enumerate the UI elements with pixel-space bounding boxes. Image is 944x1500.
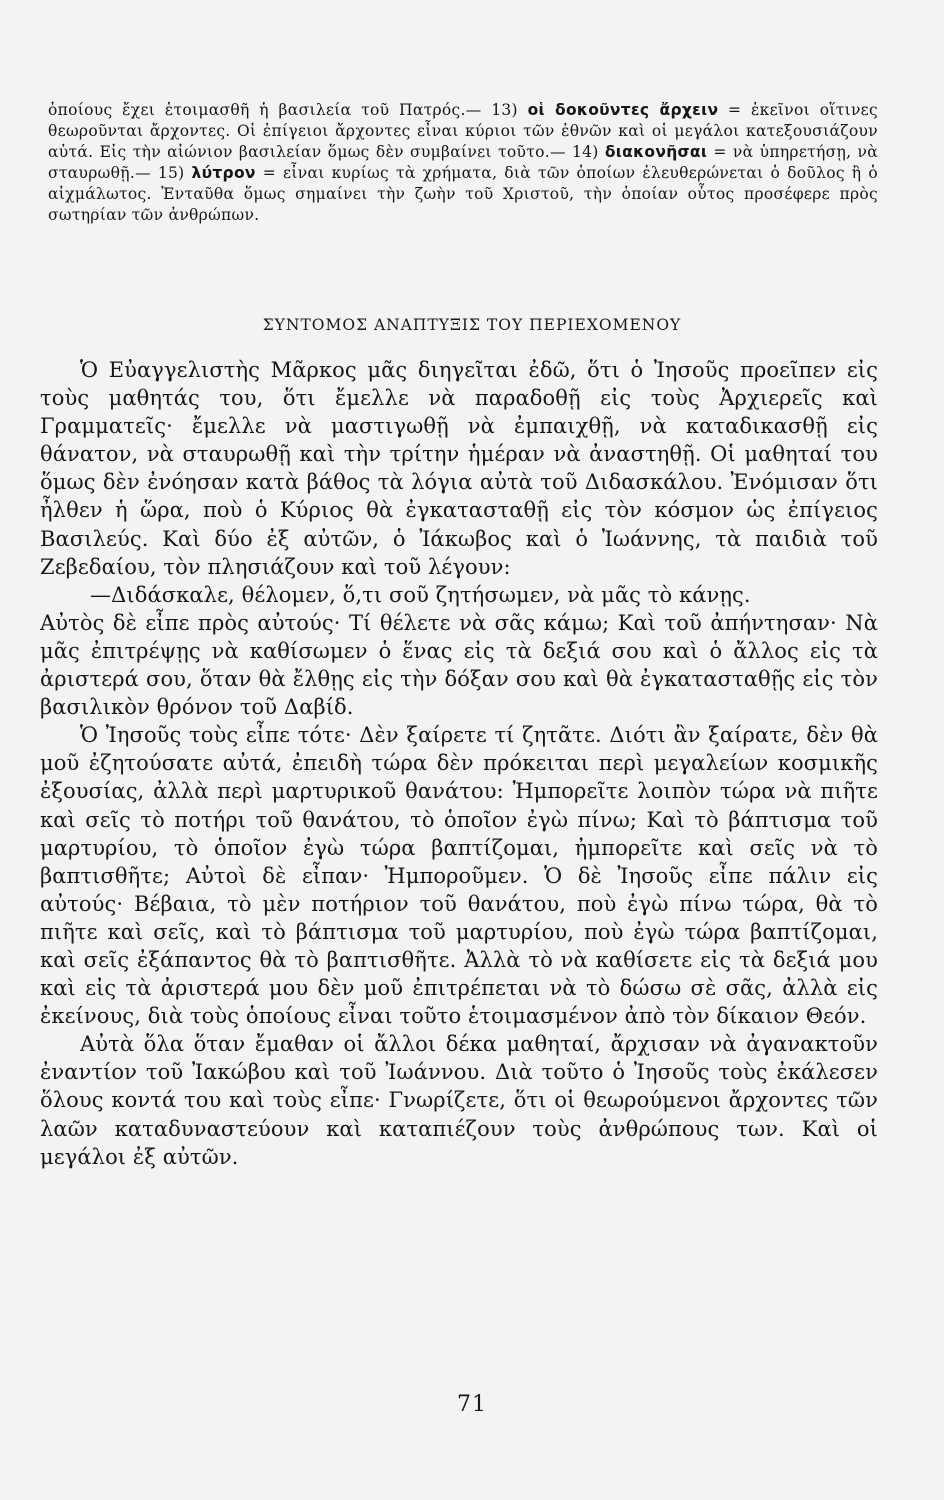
footnotes-block — [48, 100, 878, 226]
term-14: διακονῆσαι — [604, 143, 708, 161]
dialogue-line: —Διδάσκαλε, θέλομεν, ὅ,τι σοῦ ζητήσωμεν, νὰ μᾶς τὸ κάνῃς. — [90, 582, 751, 607]
notes-text: = νὰ ὑπηρετήσῃ, νὰ σταυρωθῇ.— 15) — [48, 143, 878, 182]
main-text — [40, 356, 878, 1171]
paragraph: Αὐτὰ ὅλα ὅταν ἔμαθαν οἱ ἄλλοι δέκα μαθηταί, ἄρχισαν νὰ ἀγανακτοῦν ἐναντίον τοῦ Ἰακώβου καὶ τοῦ Ἰωάννου. Διὰ τοῦτο ὁ Ἰησοῦς τοὺς ἐκάλεσεν ὅλους κοντά του καὶ τοὺς εἶπε· Γνωρίζετε, ὅτι οἱ θεωρούμενοι ἄρχοντες τῶν λαῶν καταδυναστεύουν καὶ καταπιέζουν τοὺς ἀνθρώπους των. Καὶ οἱ μεγάλοι ἐξ αὐτῶν. — [40, 1032, 878, 1169]
notes-text: = εἶναι κυρίως τὰ χρήματα, διὰ τῶν ὁποίων ἐλευθερώνεται ὁ δοῦλος ἢ ὁ αἰχμάλωτος. Ἐνταῦθα ὅμως σημαίνει τὴν ζωὴν τοῦ Χριστοῦ, τὴν ὁποίαν οὗτος προσέφερε πρὸς σωτηρίαν τῶν ἀνθρώπων. — [48, 164, 878, 224]
paragraph: Αὐτὸς δὲ εἶπε πρὸς αὐτούς· Τί θέλετε νὰ σᾶς κάμω; Καὶ τοῦ ἀπήντησαν· Νὰ μᾶς ἐπιτρέψῃς νὰ καθίσωμεν ὁ ἕνας εἰς τὰ δεξιά σου καὶ ὁ ἄλλος εἰς τὰ ἀριστερά σου, ὅταν θὰ ἔλθῃς εἰς τὴν δόξαν σου καὶ θὰ ἐγκατασταθῇς εἰς τὸν βασιλικὸν θρόνον τοῦ Δαβίδ. — [40, 610, 878, 720]
paragraph: Ὁ Εὐαγγελιστὴς Μᾶρκος μᾶς διηγεῖται ἐδῶ, ὅτι ὁ Ἰησοῦς προεῖπεν εἰς τοὺς μαθητάς του, ὅτι ἔμελλε νὰ παραδοθῇ εἰς τοὺς Ἀρχιερεῖς καὶ Γραμματεῖς· ἔμελλε νὰ μαστιγωθῇ νὰ ἐμπαιχθῇ, νὰ καταδικασθῇ εἰς θάνατον, νὰ σταυρωθῇ καὶ τὴν τρίτην ἡμέραν νὰ ἀναστηθῇ. Οἱ μαθηταί του ὅμως δὲν ἐνόησαν κατὰ βάθος τὰ λόγια αὐτὰ τοῦ Διδασκάλου. Ἐνόμισαν ὅτι ἦλθεν ἡ ὥρα, ποὺ ὁ Κύριος θὰ ἐγκατασταθῇ εἰς τὸν κόσμον ὡς ἐπίγειος Βασιλεύς. Καὶ δύο ἐξ αὐτῶν, ὁ Ἰάκωβος καὶ ὁ Ἰωάννης, τὰ παιδιὰ τοῦ Ζεβεδαίου, τὸν πλησιάζουν καὶ τοῦ λέγουν: — [40, 358, 878, 579]
term-13: οἱ δοκοῦντες ἄρχειν — [527, 101, 719, 119]
notes-text: ὁποίους ἔχει ἑτοιμασθῆ ἡ βασιλεία τοῦ Πατρός.— 13) — [48, 101, 528, 119]
notes-paragraph — [48, 100, 878, 226]
term-15: λύτρον — [191, 164, 256, 182]
paragraph: Ὁ Ἰησοῦς τοὺς εἶπε τότε· Δὲν ξαίρετε τί ζητᾶτε. Διότι ἂν ξαίρατε, δὲν θὰ μοῦ ἐζητούσατε αὐτά, ἐπειδὴ τώρα δὲν πρόκειται περὶ μεγαλείων κοσμικῆς ἐξουσίας, ἀλλὰ περὶ μαρτυρικοῦ θανάτου: Ἠμπορεῖτε λοιπὸν τώρα νὰ πιῆτε καὶ σεῖς τὸ ποτήρι τοῦ θανάτου, τὸ ὁποῖον ἐγὼ πίνω; Καὶ τὸ βάπτισμα τοῦ μαρτυρίου, τὸ ὁποῖον ἐγὼ τώρα βαπτίζομαι, ἠμπορεῖτε καὶ σεῖς νὰ τὸ βαπτισθῆτε; Αὐτοὶ δὲ εἶπαν· Ἠμποροῦμεν. Ὁ δὲ Ἰησοῦς εἶπε πάλιν εἰς αὐτούς· Βέβαια, τὸ μὲν ποτήριον τοῦ θανάτου, ποὺ ἐγὼ πίνω τώρα, θὰ τὸ πιῆτε καὶ σεῖς, καὶ τὸ βάπτισμα τοῦ μαρτυρίου, ποὺ ἐγὼ τώρα βαπτίζομαι, καὶ σεῖς ἐξάπαντος θὰ τὸ βαπτισθῆτε. Ἀλλὰ τὸ νὰ καθίσετε εἰς τὰ δεξιά μου καὶ εἰς τὰ ἀριστερά μου δὲν μοῦ ἐπιτρέπεται νὰ τὸ δώσω σὲ σᾶς, ἀλλὰ εἰς ἐκείνους, διὰ τοὺς ὁποίους εἶναι τοῦτο ἑτοιμασμένον ἀπὸ τὸν δίκαιον Θεόν. — [40, 723, 878, 1029]
page-number: 71 — [457, 1392, 487, 1417]
section-heading: ΣΥΝΤΟΜΟΣ ΑΝΑΠΤΥΞΙΣ ΤΟΥ ΠΕΡΙΕΧΟΜΕΝΟΥ — [262, 316, 682, 334]
notes-text: = ἐκεῖνοι οἵτινες θεωροῦνται ἄρχοντες. Οἱ ἐπίγειοι ἄρχοντες εἶναι κύριοι τῶν ἐθνῶν καὶ οἱ μεγάλοι κατεξουσιάζουν αὐτά. Εἰς τὴν αἰώνιον βασιλείαν ὅμως δὲν συμβαίνει τοῦτο.— 14) — [48, 101, 878, 161]
